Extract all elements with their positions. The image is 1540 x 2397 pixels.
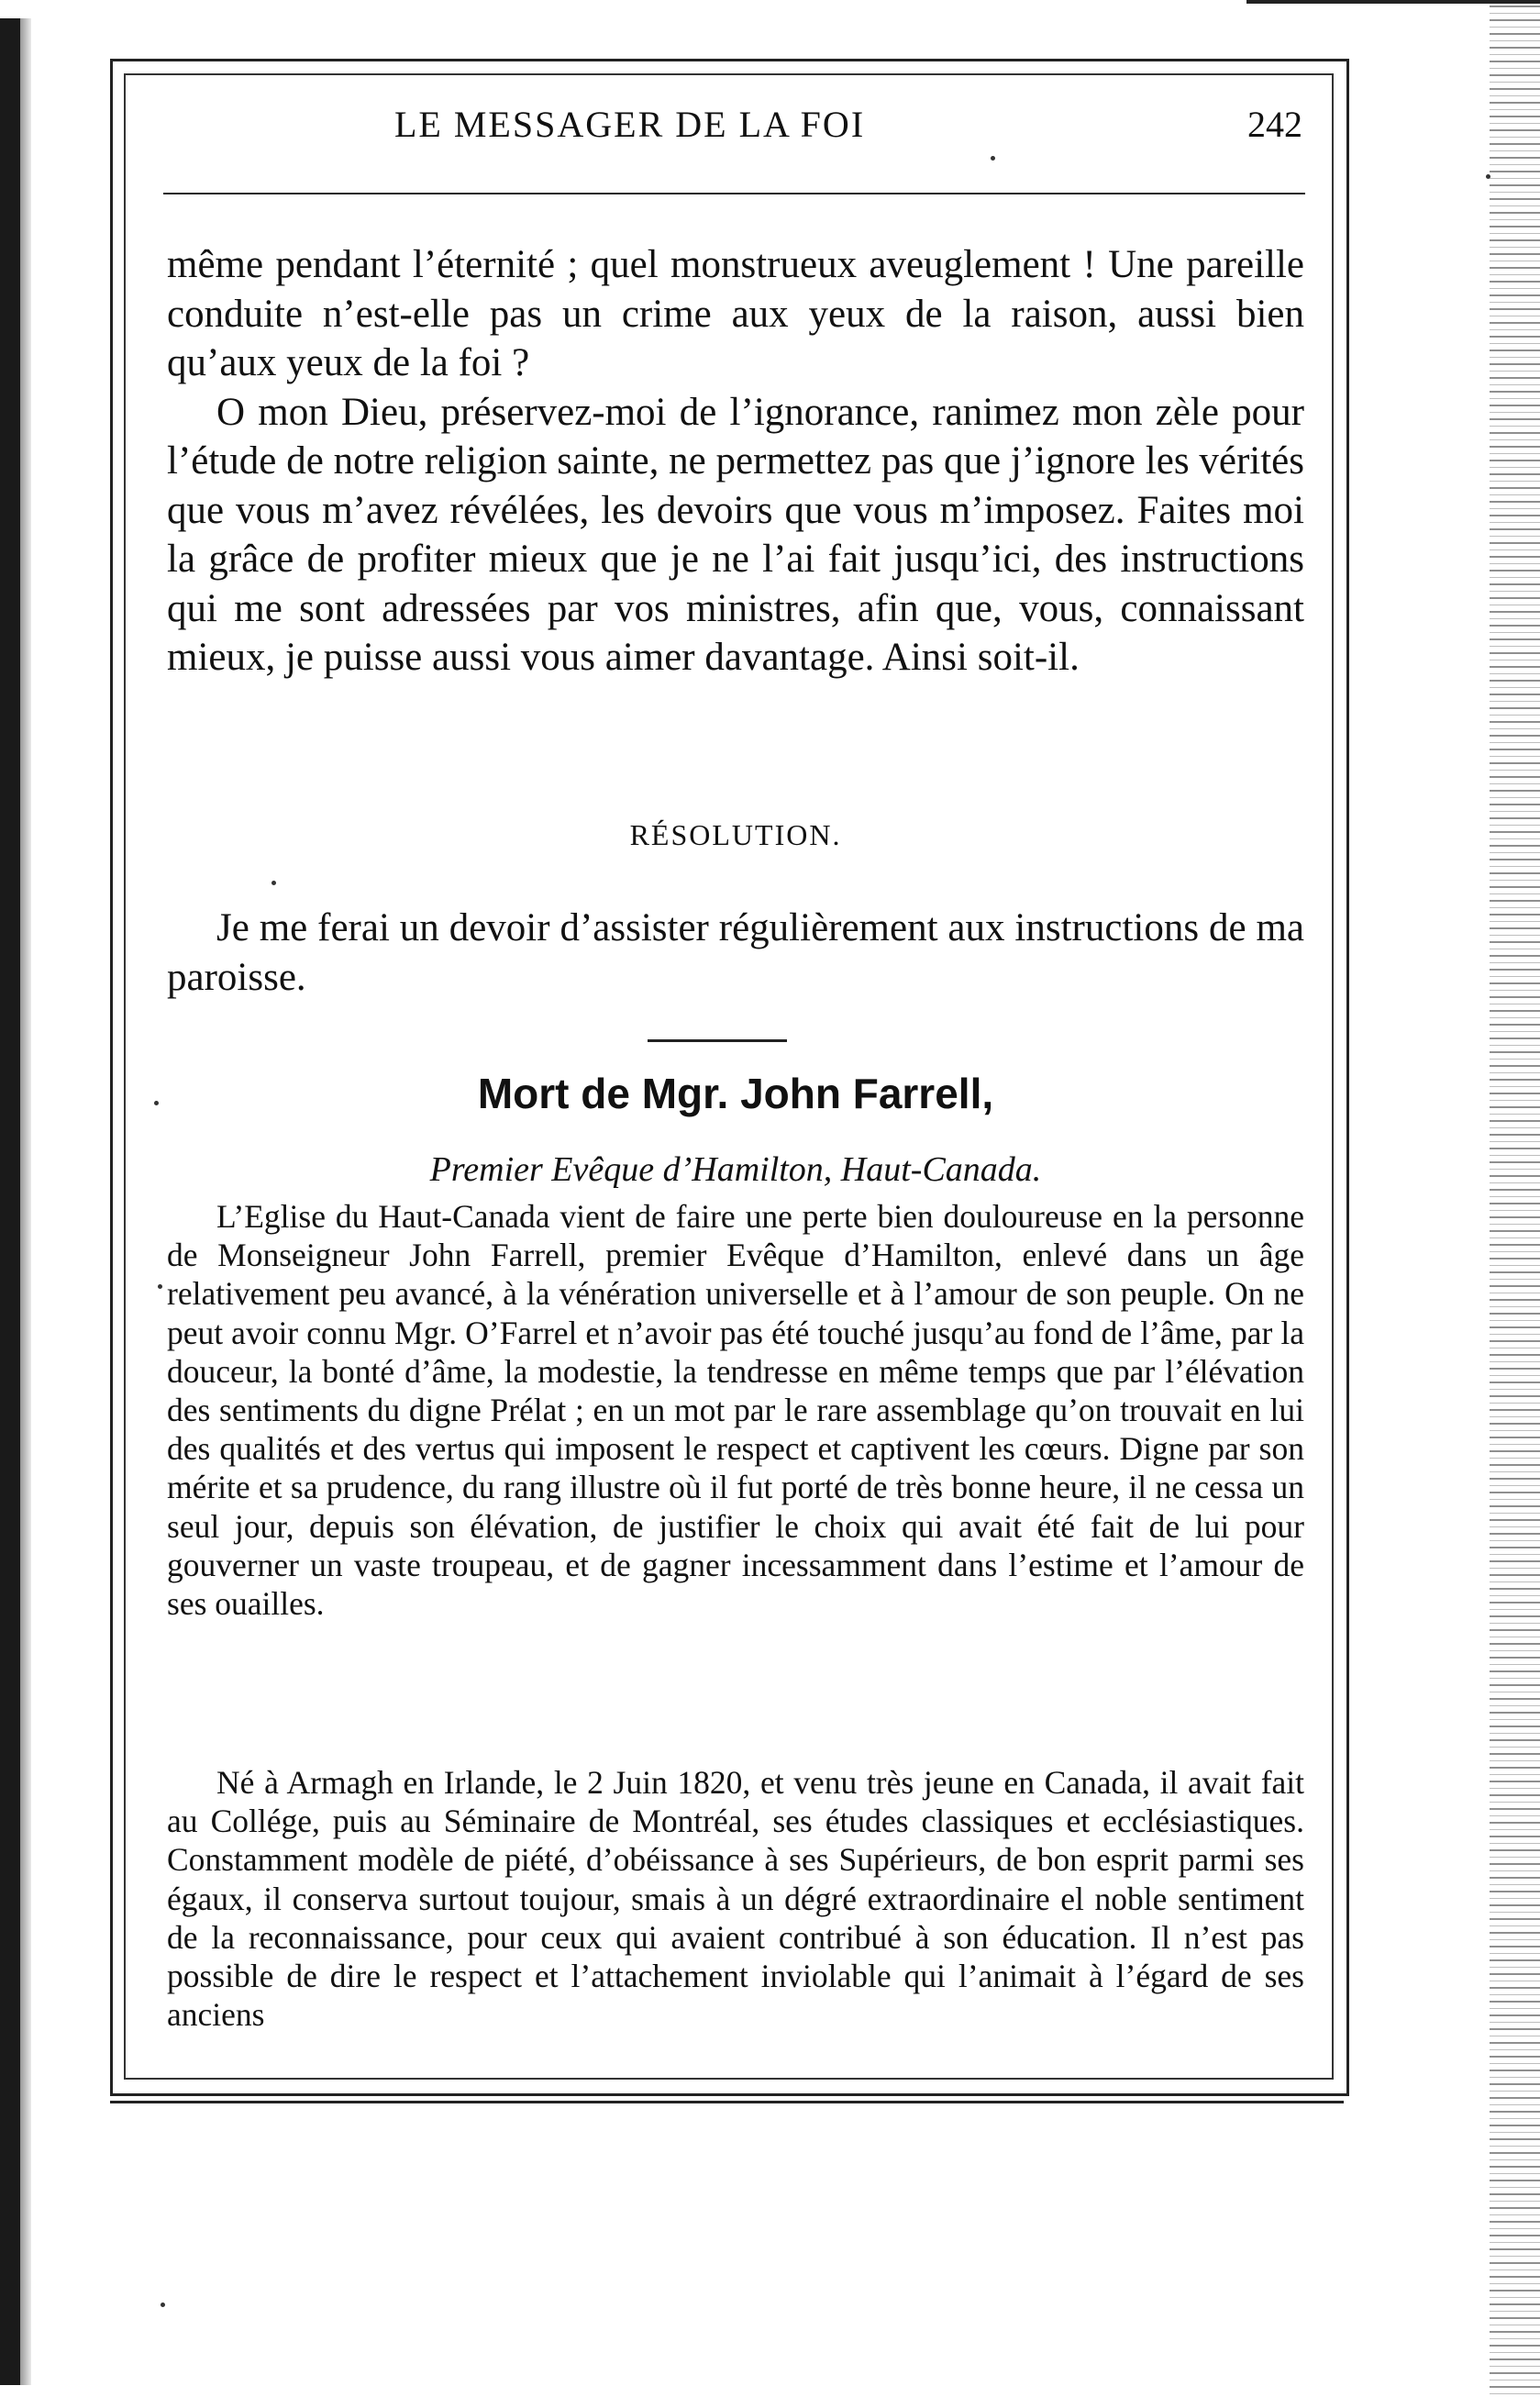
scan-speck	[154, 1101, 159, 1105]
meditation-paragraph: même pendant l’éternité ; quel monstrueux aveuglement ! Une pareille conduite n’est-elle pas un crime aux yeux de la raison, aussi bien qu’aux yeux de la foi ?	[167, 243, 1304, 384]
resolution-paragraph: Je me ferai un devoir d’assister régulièrement aux instructions de ma paroisse.	[167, 906, 1304, 999]
resolution-text	[167, 904, 1304, 1002]
scan-speck	[158, 1284, 162, 1289]
page-number: 242	[1247, 104, 1302, 145]
article-paragraph: Né à Armagh en Irlande, le 2 Juin 1820, et venu très jeune en Canada, il avait fait au Collége, puis au Séminaire de Montréal, ses études classiques et ecclésiastiques. Constamment modèle de piété, d’obéissance à ses Supérieurs, de bon esprit parmi ses égaux, il conserva surtout toujour, smais à un dégré extraordinaire el noble sentiment de la reconnaissance, pour ceux qui avaient contribué à son éducation. Il n’est pas possible de dire le respect et l’attachement inviolable qui l’animait à l’égard de ses anciens	[167, 1764, 1304, 2034]
journal-title: LE MESSAGER DE LA FOI	[394, 104, 866, 145]
article-subtitle: Premier Evêque d’Hamilton, Haut-Canada.	[429, 1150, 1042, 1189]
running-header	[128, 103, 1312, 158]
scan-speck	[991, 156, 995, 161]
scan-binding-gradient	[20, 18, 31, 2385]
resolution-heading: RÉSOLUTION.	[629, 818, 842, 851]
header-rule	[163, 193, 1305, 194]
meditation-text	[167, 240, 1304, 682]
section-divider	[648, 1039, 787, 1042]
scan-speck	[1486, 174, 1490, 179]
scan-edge-noise	[1490, 0, 1540, 2397]
article-title: Mort de Mgr. John Farrell,	[477, 1070, 994, 1117]
meditation-prayer: O mon Dieu, préservez-moi de l’ignorance, ranimez mon zèle pour l’étude de notre religion sainte, ne permettez pas que j’ignore les vérités que vous m’avez révélées, les devoirs que vous m’imposez. Faites moi la grâce de profiter mieux que je ne l’ai fait jusqu’ici, des instructions qui me sont adressées par vos ministres, afin que, vous, connaissant mieux, je puisse aussi vous aimer davantage. Ainsi soit-il.	[167, 390, 1304, 679]
article-body	[167, 1197, 1304, 1623]
scan-top-edge	[1246, 0, 1540, 4]
scan-speck	[161, 2303, 165, 2307]
scan-binding-shadow	[0, 18, 20, 2385]
article-body-continued	[167, 1763, 1304, 2034]
scan-speck	[271, 881, 276, 885]
page-bottom-rule	[110, 2101, 1344, 2103]
article-paragraph: L’Eglise du Haut-Canada vient de faire une perte bien douloureuse en la personne de Monseigneur John Farrell, premier Evêque d’Hamilton, enlevé dans un âge relativement peu avancé, à la vénération universelle et à l’amour de son peuple. On ne peut avoir connu Mgr. O’Farrel et n’avoir pas été touché jusqu’au fond de l’âme, par la douceur, la bonté d’âme, la modestie, la tendresse en même temps que par l’élévation des sentiments du digne Prélat ; en un mot par le rare assemblage qu’on trouvait en lui des qualités et des vertus qui imposent le respect et captivent les cœurs. Digne par son mérite et sa prudence, du rang illustre où il fut porté de très bonne heure, il ne cessa un seul jour, depuis son élévation, de justifier le choix qui avait été fait de lui pour gouverner un vaste troupeau, et de gagner incessamment dans l’estime et l’amour de ses ouailles.	[167, 1198, 1304, 1623]
